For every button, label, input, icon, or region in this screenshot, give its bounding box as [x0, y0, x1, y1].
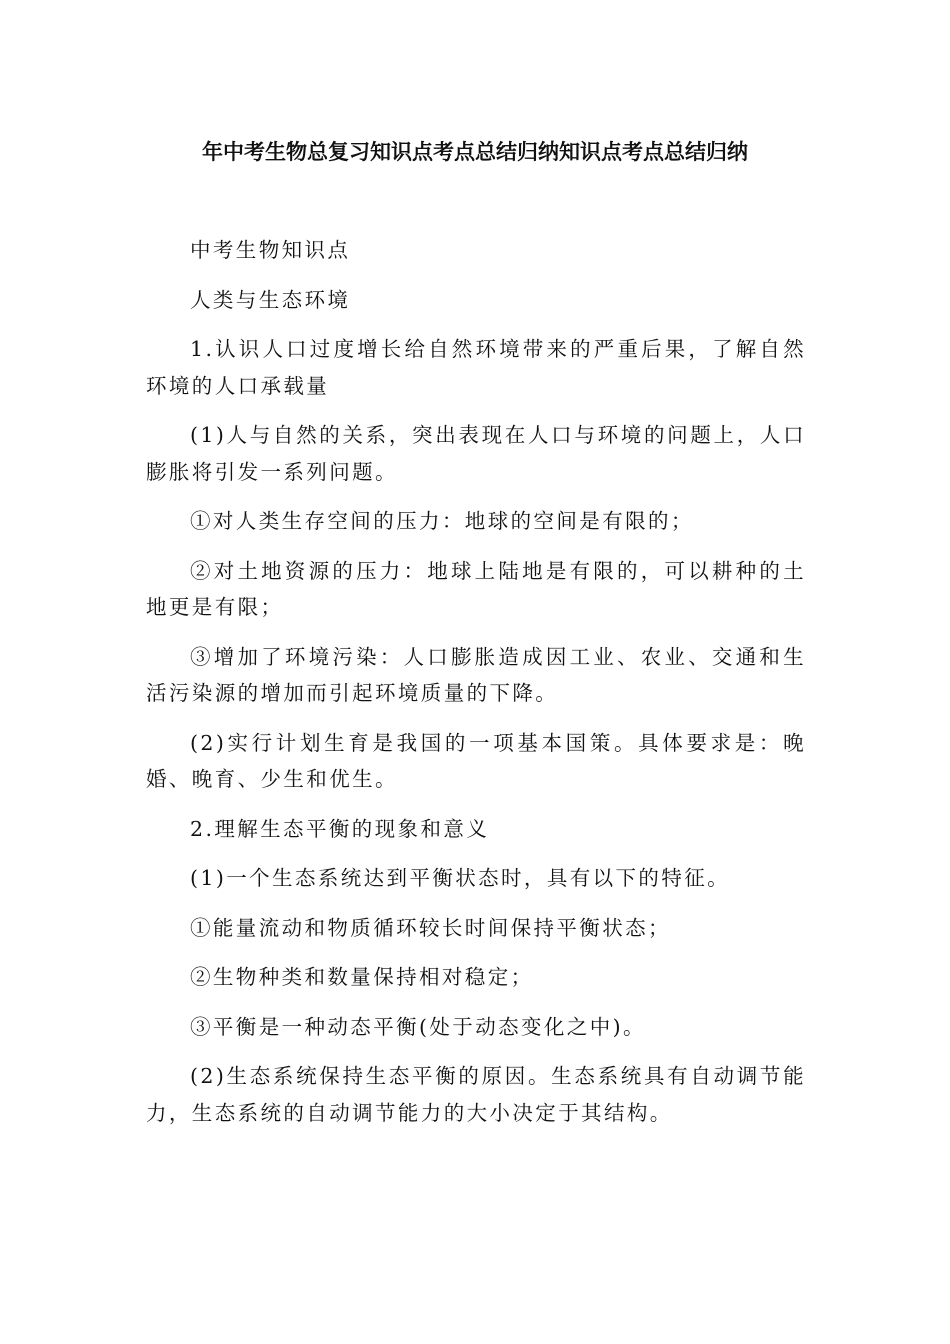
- list-item: ②生物种类和数量保持相对稳定；: [190, 965, 534, 989]
- paragraph: 2.理解生态平衡的现象和意义: [190, 816, 490, 841]
- list-item: ①对人类生存空间的压力：地球的空间是有限的；: [190, 509, 694, 533]
- paragraph: (1)一个生态系统达到平衡状态时，具有以下的特征。: [190, 866, 731, 890]
- paragraph: 1.认识人口过度增长给自然环境带来的严重后果，了解自然环境的人口承载量: [146, 337, 806, 398]
- list-item: ①能量流动和物质循环较长时间保持平衡状态；: [190, 915, 671, 940]
- list-item: ③增加了环境污染：人口膨胀造成因工业、农业、交通和生活污染源的增加而引起环境质量的下降。: [146, 644, 806, 705]
- paragraph: (1)人与自然的关系，突出表现在人口与环境的问题上，人口膨胀将引发一系列问题。: [146, 423, 806, 484]
- section-subheading: 人类与生态环境: [190, 287, 351, 312]
- section-heading: 中考生物知识点: [190, 238, 351, 262]
- document-body: [146, 232, 806, 1144]
- paragraph: (2)生态系统保持生态平衡的原因。生态系统具有自动调节能力，生态系统的自动调节能力的大小决定于其结构。: [146, 1064, 806, 1125]
- paragraph: (2)实行计划生育是我国的一项基本国策。具体要求是：晚婚、晚育、少生和优生。: [146, 730, 806, 791]
- page-title: 年中考生物总复习知识点考点总结归纳知识点考点总结归纳: [202, 140, 748, 164]
- list-item: ③平衡是一种动态平衡(处于动态变化之中)。: [190, 1014, 646, 1039]
- list-item: ②对土地资源的压力：地球上陆地是有限的，可以耕种的土地更是有限；: [146, 558, 806, 619]
